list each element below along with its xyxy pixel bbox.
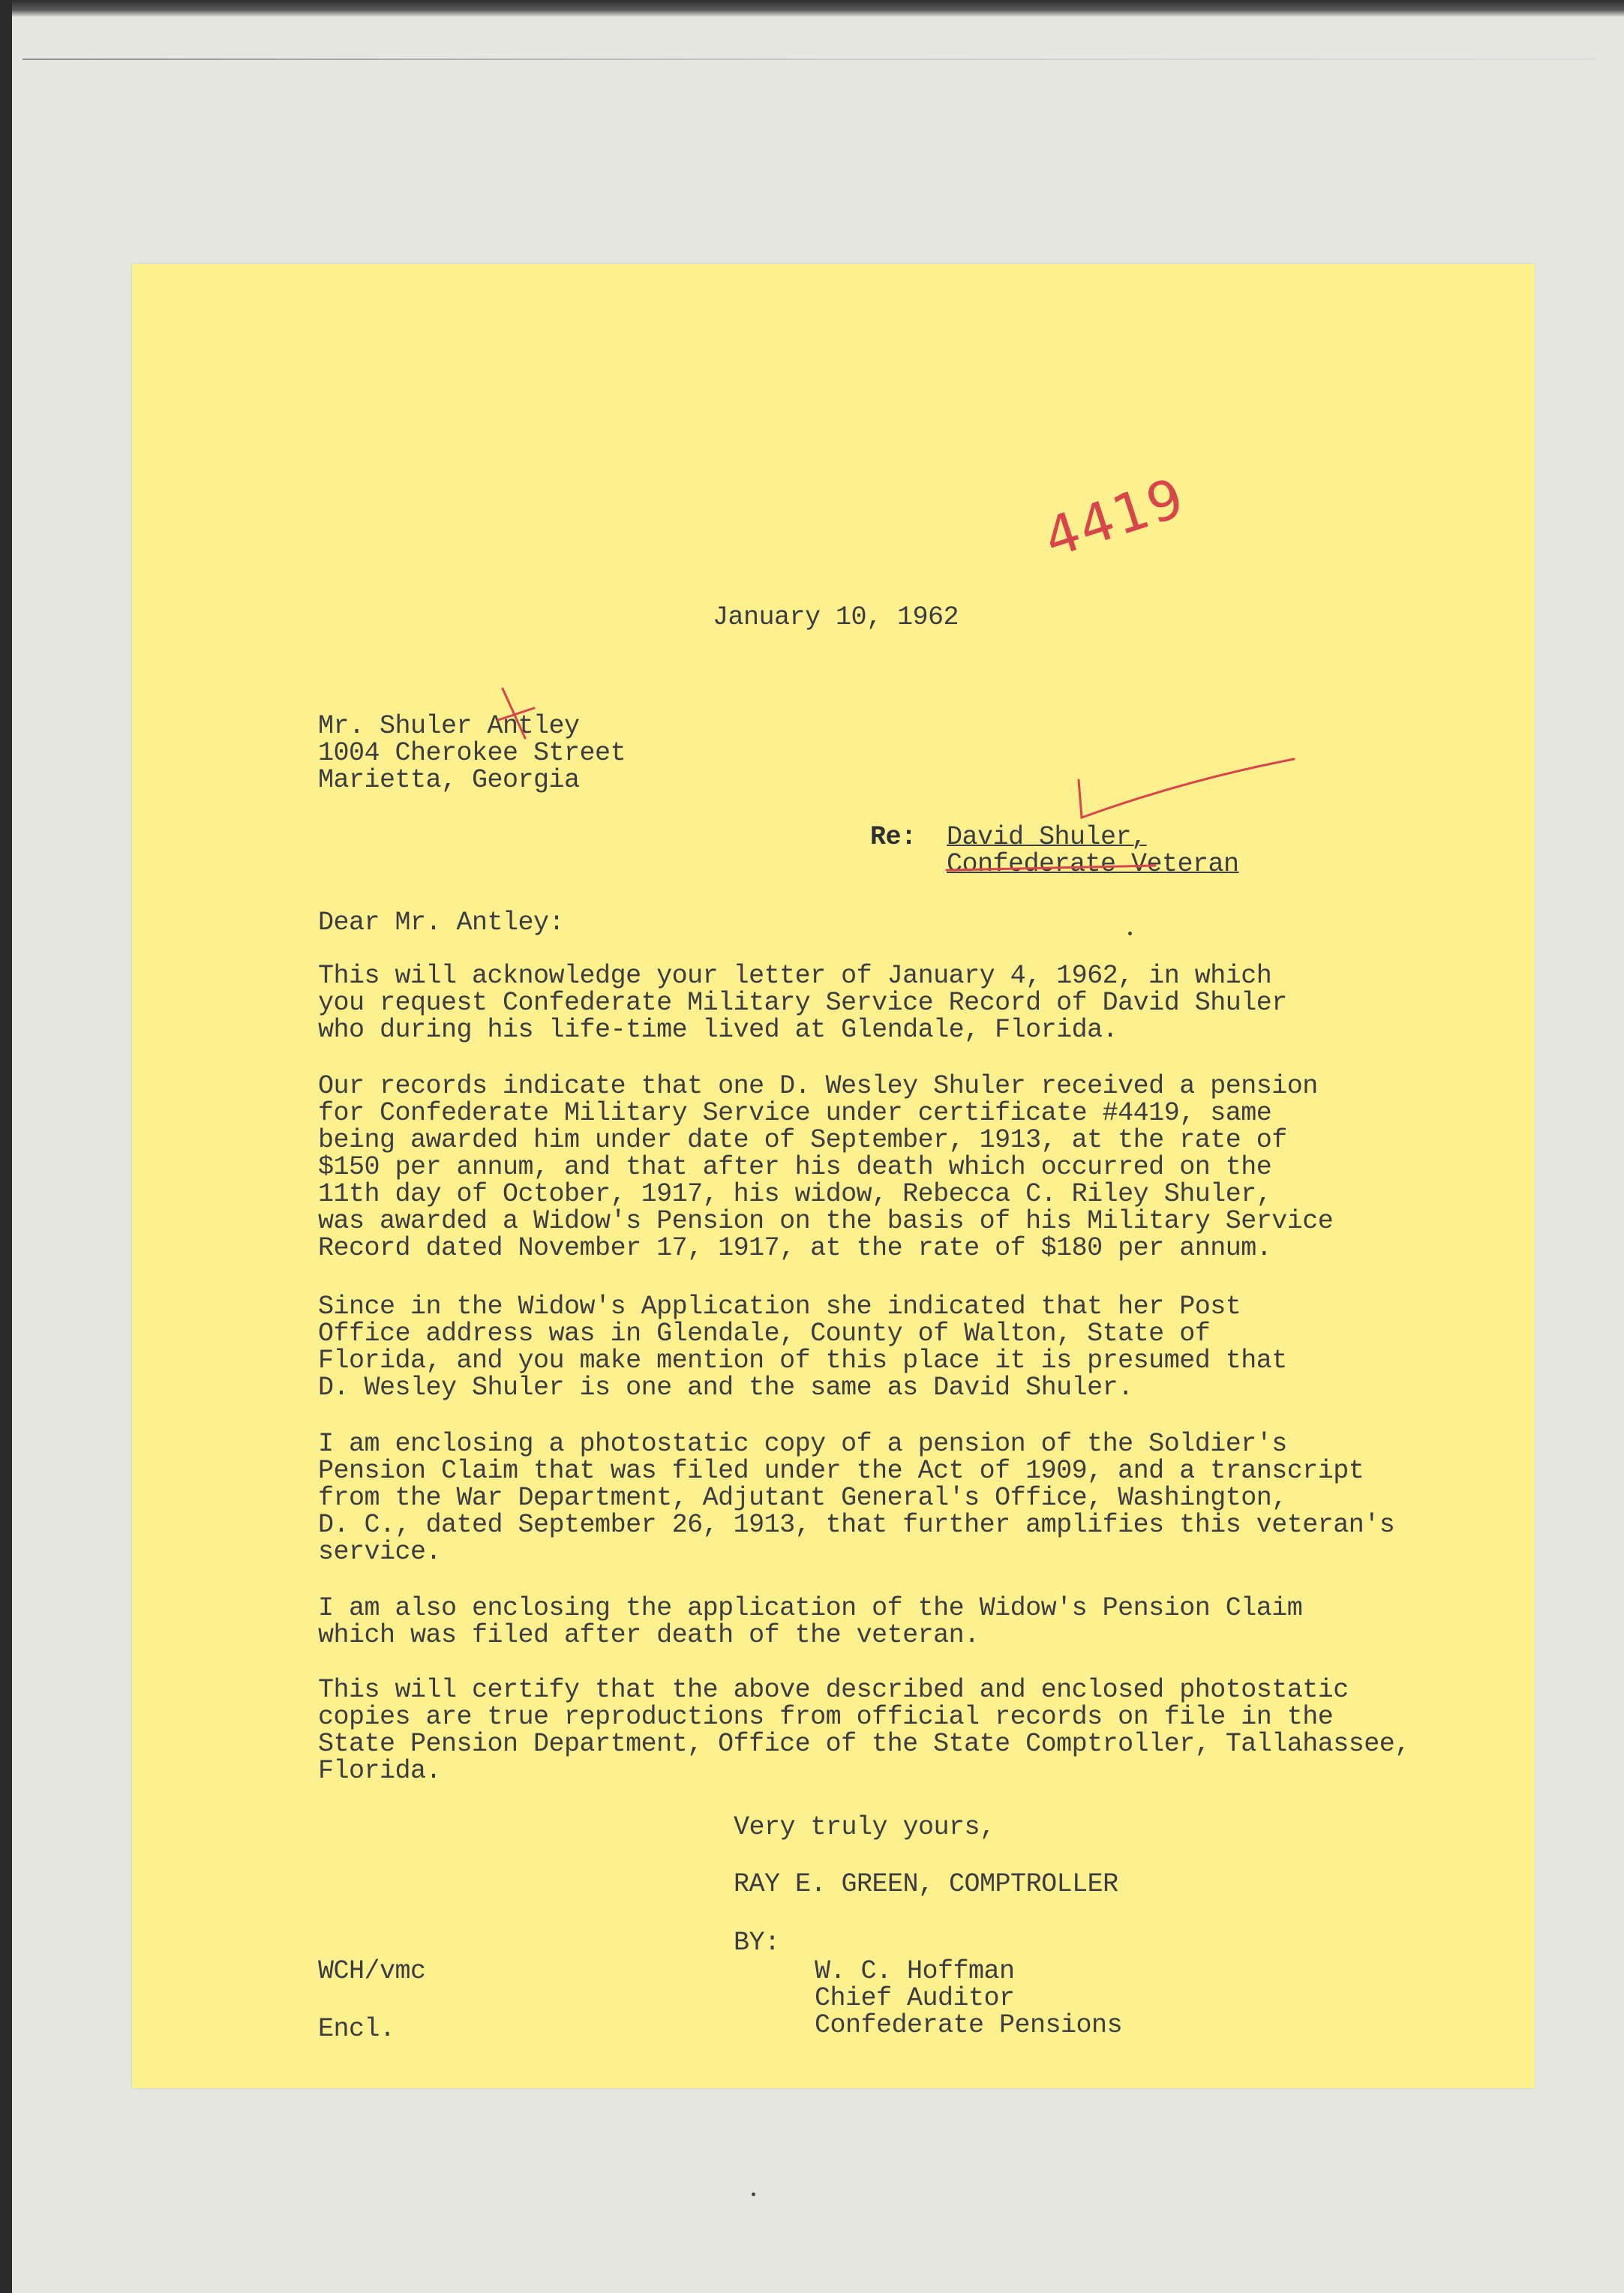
paragraph-enclosures [318, 1430, 1394, 1565]
subject-line [947, 824, 1239, 878]
paragraph-line: $150 per annum, and that after his death which occurred on the [318, 1152, 1272, 1182]
subject-label: Re: [870, 822, 917, 852]
recipient-name: Mr. Shuler Antley [318, 711, 580, 741]
paragraph-line: service. [318, 1537, 442, 1567]
paragraph-line: This will certify that the above described and enclosed photostatic [318, 1675, 1349, 1705]
paragraph-line: you request Confederate Military Service Record of David Shuler [318, 988, 1287, 1018]
by-label: BY: [734, 1928, 780, 1958]
letter-date: January 10, 1962 [713, 602, 959, 632]
paragraph-line: D. C., dated September 26, 1913, that further amplifies this veteran's [318, 1510, 1395, 1540]
paragraph-widow-claim [318, 1595, 1302, 1649]
paragraph-line: Pension Claim that was filed under the Act of 1909, and a transcript [318, 1456, 1364, 1486]
recipient-street: 1004 Cherokee Street [318, 738, 626, 768]
enclosure-notation: Encl. [318, 2014, 395, 2044]
scanner-left-edge [0, 0, 12, 2293]
paragraph-line: copies are true reproductions from official records on file in the [318, 1702, 1334, 1732]
paragraph-line: This will acknowledge your letter of January 4, 1962, in which [318, 961, 1272, 991]
paragraph-line: from the War Department, Adjutant General's Office, Washington, [318, 1483, 1287, 1513]
comptroller-name: RAY E. GREEN, COMPTROLLER [734, 1869, 1118, 1899]
signer-name: W. C. Hoffman [815, 1956, 1015, 1986]
paragraph-line: Florida. [318, 1756, 442, 1786]
ink-speck [752, 2192, 755, 2196]
paragraph-line: being awarded him under date of September, 1913, at the rate of [318, 1125, 1287, 1155]
paragraph-line: Since in the Widow's Application she indicated that her Post [318, 1292, 1241, 1322]
paragraph-certification [318, 1676, 1410, 1784]
paragraph-line: which was filed after death of the veteran. [318, 1620, 980, 1650]
paragraph-line: for Confederate Military Service under certificate #4419, same [318, 1098, 1272, 1128]
paragraph-acknowledgement [318, 962, 1287, 1043]
paragraph-line: D. Wesley Shuler is one and the same as David Shuler. [318, 1373, 1133, 1403]
ink-speck [1128, 932, 1132, 935]
handwritten-certificate-number: 4419 [1036, 465, 1193, 570]
recipient-address [318, 713, 626, 794]
paragraph-line: Office address was in Glendale, County of Walton, State of [318, 1319, 1211, 1349]
paragraph-records [318, 1073, 1333, 1262]
salutation: Dear Mr. Antley: [318, 908, 565, 938]
scan-artifact-line [23, 59, 1598, 60]
paragraph-line: Record dated November 17, 1917, at the rate of $180 per annum. [318, 1233, 1272, 1263]
paragraph-line: State Pension Department, Office of the State Comptroller, Tallahassee, [318, 1729, 1410, 1759]
signer-title: Chief Auditor [815, 1983, 1015, 2013]
paragraph-line: I am also enclosing the application of the Widow's Pension Claim [318, 1593, 1303, 1623]
paragraph-line: was awarded a Widow's Pension on the basis of his Military Service [318, 1206, 1334, 1236]
paragraph-line: 11th day of October, 1917, his widow, Rebecca C. Riley Shuler, [318, 1179, 1272, 1209]
recipient-city: Marietta, Georgia [318, 765, 580, 795]
signer-department: Confederate Pensions [815, 2010, 1123, 2040]
paragraph-line: Florida, and you make mention of this place it is presumed that [318, 1346, 1287, 1376]
scanner-top-edge [0, 0, 1624, 17]
paragraph-widow-application [318, 1293, 1287, 1401]
subject-name: David Shuler, [947, 822, 1147, 852]
reference-initials: WCH/vmc [318, 1956, 426, 1986]
signer-block [815, 1958, 1122, 2039]
paragraph-line: I am enclosing a photostatic copy of a pension of the Soldier's [318, 1429, 1287, 1459]
subject-title: Confederate Veteran [947, 849, 1239, 879]
complimentary-close: Very truly yours, [734, 1812, 995, 1842]
paragraph-line: Our records indicate that one D. Wesley Shuler received a pension [318, 1071, 1318, 1101]
paragraph-line: who during his life-time lived at Glendale, Florida. [318, 1015, 1118, 1045]
